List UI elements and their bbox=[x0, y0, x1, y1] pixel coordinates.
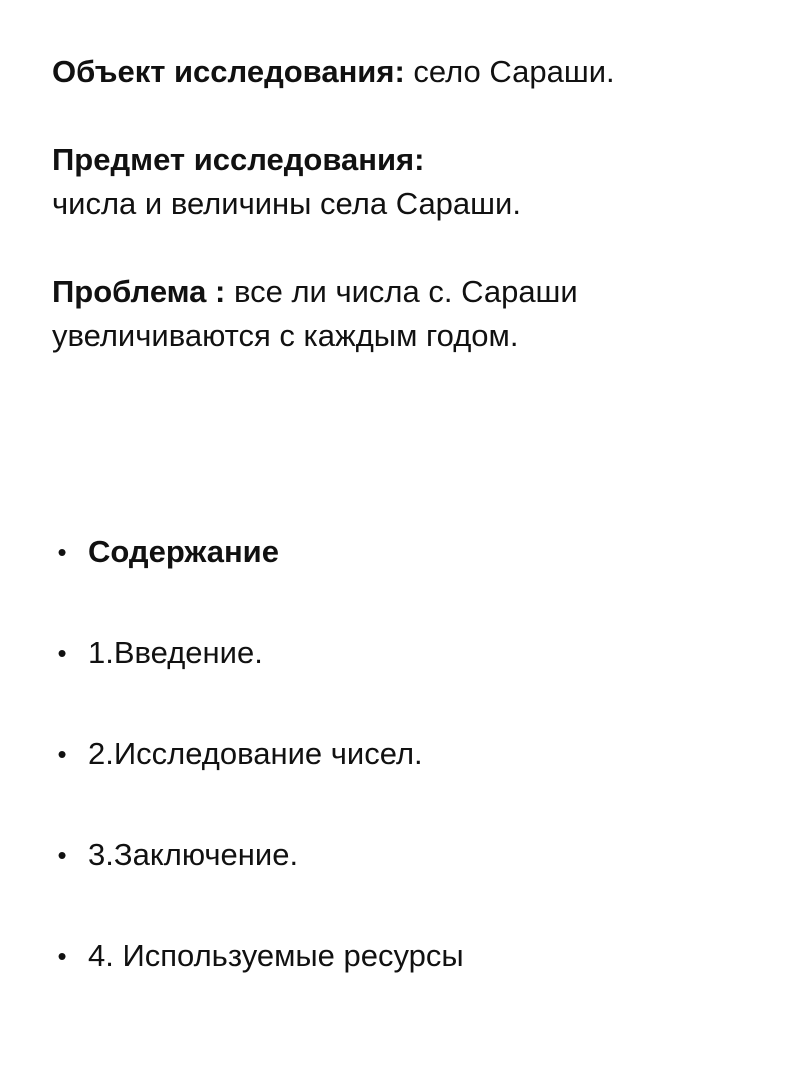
subject-label: Предмет исследования: bbox=[52, 142, 425, 177]
research-info-block bbox=[52, 50, 772, 358]
list-item-text: 1.Введение. bbox=[88, 635, 263, 670]
problem-statement bbox=[52, 270, 772, 358]
bullet-icon: • bbox=[57, 941, 67, 971]
object-label: Объект исследования: bbox=[52, 54, 405, 89]
problem-value-line1: все ли числа с. Сараши bbox=[225, 274, 578, 309]
contents-heading bbox=[52, 530, 772, 574]
contents-list bbox=[52, 530, 772, 978]
subject-value: числа и величины села Сараши. bbox=[52, 186, 521, 221]
bullet-icon: • bbox=[57, 739, 67, 769]
list-item bbox=[52, 934, 772, 978]
subject-of-study bbox=[52, 138, 772, 226]
problem-label: Проблема : bbox=[52, 274, 226, 309]
list-item-text: 2.Исследование чисел. bbox=[88, 736, 423, 771]
bullet-icon: • bbox=[57, 638, 67, 668]
list-item-text: 3.Заключение. bbox=[88, 837, 299, 872]
object-of-study bbox=[52, 50, 772, 94]
list-item bbox=[52, 631, 772, 675]
contents-heading-text: Содержание bbox=[88, 534, 279, 569]
object-value: село Сараши. bbox=[404, 54, 615, 89]
problem-value-line2: увеличиваются с каждым годом. bbox=[52, 318, 519, 353]
bullet-icon: • bbox=[57, 537, 67, 567]
list-item bbox=[52, 833, 772, 877]
list-item bbox=[52, 732, 772, 776]
list-item-text: 4. Используемые ресурсы bbox=[88, 938, 464, 973]
bullet-icon: • bbox=[57, 840, 67, 870]
